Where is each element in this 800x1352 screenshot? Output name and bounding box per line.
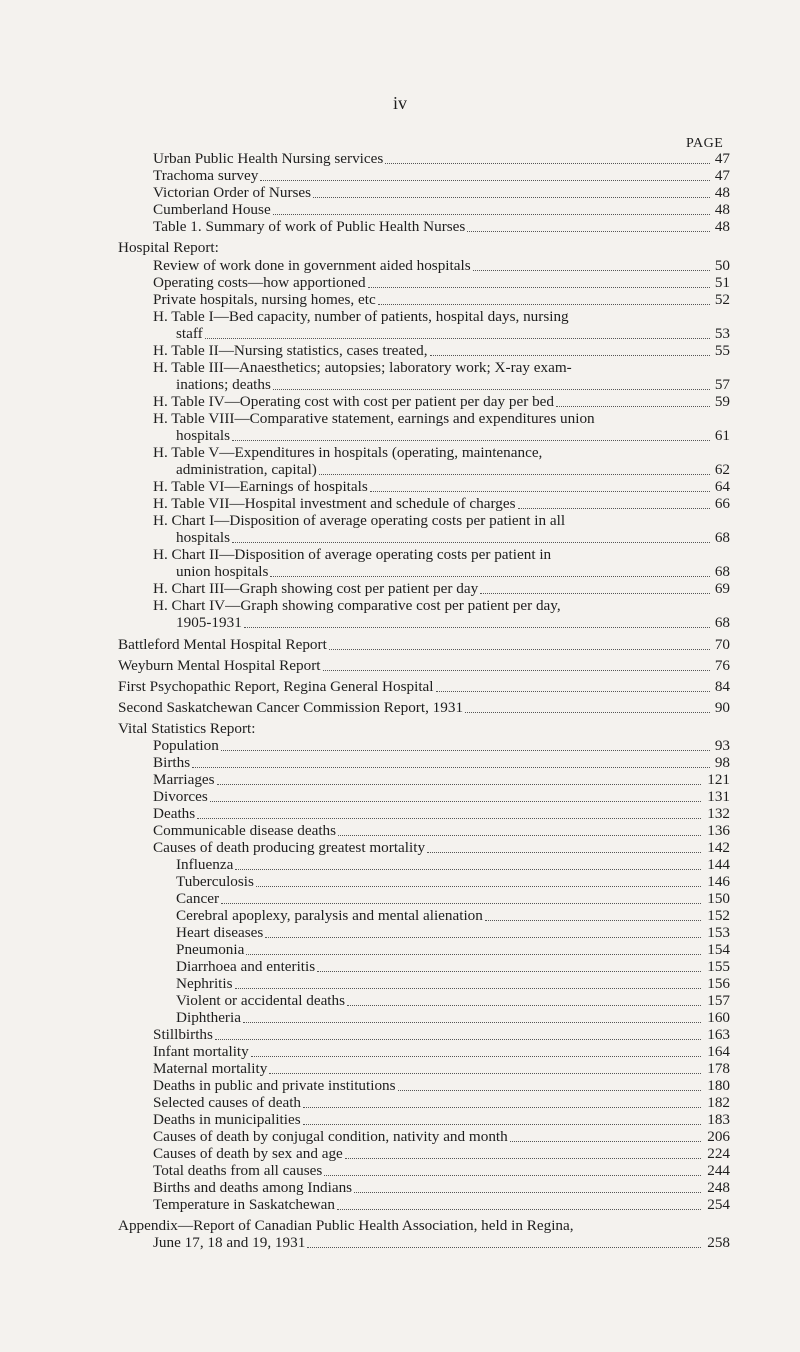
dot-leader [329, 636, 710, 650]
toc-entry-title: H. Table I—Bed capacity, number of patients, hospital days, nursing [153, 308, 569, 325]
toc-entry-page: 51 [714, 274, 730, 291]
toc-entry-title: Infant mortality [153, 1043, 249, 1060]
dot-leader [270, 563, 709, 577]
toc-entry-title: Causes of death producing greatest mortality [153, 839, 426, 856]
dot-leader [368, 274, 710, 288]
toc-entry-page: 48 [714, 184, 730, 201]
dot-leader [235, 856, 701, 870]
toc-entry-page: 156 [707, 975, 730, 992]
toc-entry-title: Trachoma survey [153, 167, 259, 184]
toc-entry-page: 180 [707, 1077, 730, 1094]
toc-entry-page: 61 [714, 427, 730, 444]
toc-entry-page: 206 [707, 1128, 730, 1145]
dot-leader [232, 427, 710, 441]
toc-entry-page: 152 [707, 907, 730, 924]
toc-entry-title: Weyburn Mental Hospital Report [118, 657, 321, 674]
toc-entry-page: 131 [707, 788, 730, 805]
toc-entry-page: 47 [714, 150, 730, 167]
dot-leader [303, 1111, 702, 1125]
toc-entry-title: Review of work done in government aided hospitals [153, 257, 471, 274]
dot-leader [217, 771, 702, 785]
dot-leader [313, 184, 710, 198]
dot-leader [205, 325, 710, 339]
dot-leader [235, 975, 702, 989]
dot-leader [480, 580, 709, 594]
dot-leader [221, 737, 710, 751]
dot-leader [232, 529, 710, 543]
toc-entry-title: Second Saskatchewan Cancer Commission Report, 1931 [118, 699, 464, 716]
dot-leader [192, 754, 709, 768]
toc-entry-title: hospitals [176, 427, 231, 444]
toc-entry-title: Nephritis [176, 975, 233, 992]
dot-leader [197, 805, 701, 819]
toc-entry-page: 183 [707, 1111, 730, 1128]
toc-entry-page: 68 [714, 563, 730, 580]
toc-entry-title: Victorian Order of Nurses [153, 184, 312, 201]
toc-entry-title: Private hospitals, nursing homes, etc [153, 291, 376, 308]
toc-entry-title: Births [153, 754, 191, 771]
dot-leader [347, 992, 701, 1006]
toc-entry-title: Deaths in public and private institutions [153, 1077, 396, 1094]
toc-entry-page: 98 [714, 754, 730, 771]
dot-leader [246, 941, 701, 955]
toc-entry-page: 55 [714, 342, 730, 359]
toc-entry-page: 57 [714, 376, 730, 393]
dot-leader [436, 678, 710, 692]
dot-leader [518, 495, 710, 509]
toc-entry-page: 50 [714, 257, 730, 274]
toc-entry-page: 52 [714, 291, 730, 308]
toc-entry-page: 48 [714, 201, 730, 218]
toc-entry-page: 69 [714, 580, 730, 597]
toc-entry-title: Battleford Mental Hospital Report [118, 636, 327, 653]
dot-leader [251, 1043, 702, 1057]
toc-entry-page: 160 [707, 1009, 730, 1026]
dot-leader [319, 461, 710, 475]
toc-entry-page: 244 [707, 1162, 730, 1179]
dot-leader [307, 1234, 701, 1248]
toc-entry-page: 163 [707, 1026, 730, 1043]
toc-entry-title: Table 1. Summary of work of Public Health Nurses [153, 218, 466, 235]
dot-leader [323, 657, 710, 671]
toc-entry-title: Operating costs—how apportioned [153, 274, 366, 291]
dot-leader [430, 342, 710, 356]
toc-entry-page: 59 [714, 393, 730, 410]
toc-entry-title: Appendix—Report of Canadian Public Health Association, held in Regina, [118, 1217, 574, 1234]
toc-entry-title: H. Chart III—Graph showing cost per patient per day [153, 580, 479, 597]
toc-entry-page: 182 [707, 1094, 730, 1111]
dot-leader [385, 150, 709, 164]
dot-leader [256, 873, 701, 887]
dot-leader [324, 1162, 701, 1176]
toc-entry-title: administration, capital) [176, 461, 317, 478]
toc-entry-title: H. Table III—Anaesthetics; autopsies; laboratory work; X-ray exam- [153, 359, 572, 376]
dot-leader [317, 958, 701, 972]
dot-leader [273, 201, 710, 215]
toc-entry-title: Hospital Report: [118, 239, 219, 256]
dot-leader [398, 1077, 702, 1091]
toc-entry-title: staff [176, 325, 203, 342]
toc-entry-title: Urban Public Health Nursing services [153, 150, 384, 167]
toc-entry-title: Births and deaths among Indians [153, 1179, 353, 1196]
toc-entry-title: Cancer [176, 890, 220, 907]
toc-entry-page: 164 [707, 1043, 730, 1060]
dot-leader [510, 1128, 702, 1142]
dot-leader [354, 1179, 701, 1193]
toc-entry-title: Divorces [153, 788, 208, 805]
toc-entry-title: H. Table V—Expenditures in hospitals (operating, maintenance, [153, 444, 543, 461]
dot-leader [485, 907, 702, 921]
toc-entry-title: H. Chart II—Disposition of average operating costs per patient in [153, 546, 552, 563]
toc-entry-title: First Psychopathic Report, Regina General Hospital [118, 678, 434, 695]
toc-entry-title: Population [153, 737, 219, 754]
dot-leader [338, 822, 701, 836]
toc-entry-title: Causes of death by conjugal condition, nativity and month [153, 1128, 508, 1145]
toc-entry-page: 153 [707, 924, 730, 941]
dot-leader [215, 1026, 701, 1040]
toc-entry-page: 254 [707, 1196, 730, 1213]
toc-entry-title: Marriages [153, 771, 215, 788]
toc-entry-title: H. Table VIII—Comparative statement, earnings and expenditures union [153, 410, 595, 427]
toc-entry-page: 84 [714, 678, 730, 695]
dot-leader [345, 1145, 702, 1159]
toc-entry-page: 154 [707, 941, 730, 958]
toc-entry-title: H. Table IV—Operating cost with cost per patient per day per bed [153, 393, 554, 410]
dot-leader [473, 257, 710, 271]
toc-entry-title: Deaths in municipalities [153, 1111, 301, 1128]
toc-entry-title: Communicable disease deaths [153, 822, 337, 839]
toc-entry-title: Causes of death by sex and age [153, 1145, 343, 1162]
toc-entry-title: H. Table VI—Earnings of hospitals [153, 478, 368, 495]
dot-leader [467, 218, 709, 232]
toc-entry-title: Maternal mortality [153, 1060, 268, 1077]
toc-entry-title: Cumberland House [153, 201, 271, 218]
dot-leader [370, 478, 710, 492]
toc-entry-page: 70 [714, 636, 730, 653]
toc-entry-page: 136 [707, 822, 730, 839]
toc-entry-title: Diphtheria [176, 1009, 241, 1026]
dot-leader [244, 614, 710, 628]
toc-entry-page: 146 [707, 873, 730, 890]
toc-entry-title: Selected causes of death [153, 1094, 302, 1111]
toc-entry-page: 155 [707, 958, 730, 975]
toc-entry-page: 53 [714, 325, 730, 342]
toc-entry-page: 142 [707, 839, 730, 856]
toc-entry-title: Tuberculosis [176, 873, 254, 890]
dot-leader [221, 890, 701, 904]
toc-entry-page: 48 [714, 218, 730, 235]
toc-entry-page: 68 [714, 529, 730, 546]
toc-entry-title: Cerebral apoplexy, paralysis and mental alienation [176, 907, 483, 924]
toc-entry-title: hospitals [176, 529, 231, 546]
dot-leader [303, 1094, 701, 1108]
dot-leader [243, 1009, 701, 1023]
dot-leader [260, 167, 709, 181]
toc-entry-page: 178 [707, 1060, 730, 1077]
toc-entry-title: June 17, 18 and 19, 1931 [153, 1234, 306, 1251]
toc-entry-page: 248 [707, 1179, 730, 1196]
page-number: iv [392, 93, 407, 113]
toc-entry-page: 157 [707, 992, 730, 1009]
toc-entry-page: 47 [714, 167, 730, 184]
toc-entry-title: Deaths [153, 805, 196, 822]
toc-entry-page: 224 [707, 1145, 730, 1162]
toc-entry-page: 132 [707, 805, 730, 822]
toc-entry-page: 90 [714, 699, 730, 716]
dot-leader [556, 393, 710, 407]
toc-entry-page: 121 [707, 771, 730, 788]
toc-entry-title: Heart diseases [176, 924, 264, 941]
toc-entry-title: H. Chart I—Disposition of average operating costs per patient in all [153, 512, 566, 529]
dot-leader [210, 788, 702, 802]
toc-entry-page: 258 [707, 1234, 730, 1251]
dot-leader [378, 291, 710, 305]
toc-entry-page: 144 [707, 856, 730, 873]
toc-entry-title: H. Table VII—Hospital investment and schedule of charges [153, 495, 516, 512]
toc-entry-page: 150 [707, 890, 730, 907]
toc-entry-page: 66 [714, 495, 730, 512]
dot-leader [265, 924, 701, 938]
toc-entry-title: inations; deaths [176, 376, 271, 393]
page-column-header: PAGE [686, 136, 724, 151]
dot-leader [427, 839, 701, 853]
toc-entry-title: Influenza [176, 856, 234, 873]
toc-entry-page: 93 [714, 737, 730, 754]
toc-entry-page: 76 [714, 657, 730, 674]
toc-entry-title: H. Table II—Nursing statistics, cases treated, [153, 342, 428, 359]
toc-entry-page: 68 [714, 614, 730, 631]
toc-entry-page: 62 [714, 461, 730, 478]
toc-entry-title: union hospitals [176, 563, 269, 580]
toc-entry-title: Temperature in Saskatchewan [153, 1196, 335, 1213]
dot-leader [337, 1196, 701, 1210]
toc-entry-title: Vital Statistics Report: [118, 720, 256, 737]
dot-leader [269, 1060, 701, 1074]
dot-leader [273, 376, 710, 390]
toc-entry-title: Stillbirths [153, 1026, 213, 1043]
toc-entry-title: 1905-1931 [176, 614, 242, 631]
toc-entry-page: 64 [714, 478, 730, 495]
toc-entry-title: H. Chart IV—Graph showing comparative cost per patient per day, [153, 597, 561, 614]
dot-leader [465, 699, 710, 713]
toc-entry-title: Pneumonia [176, 941, 245, 958]
toc-entry-title: Violent or accidental deaths [176, 992, 346, 1009]
toc-entry-title: Total deaths from all causes [153, 1162, 323, 1179]
toc-entry-title: Diarrhoea and enteritis [176, 958, 316, 975]
